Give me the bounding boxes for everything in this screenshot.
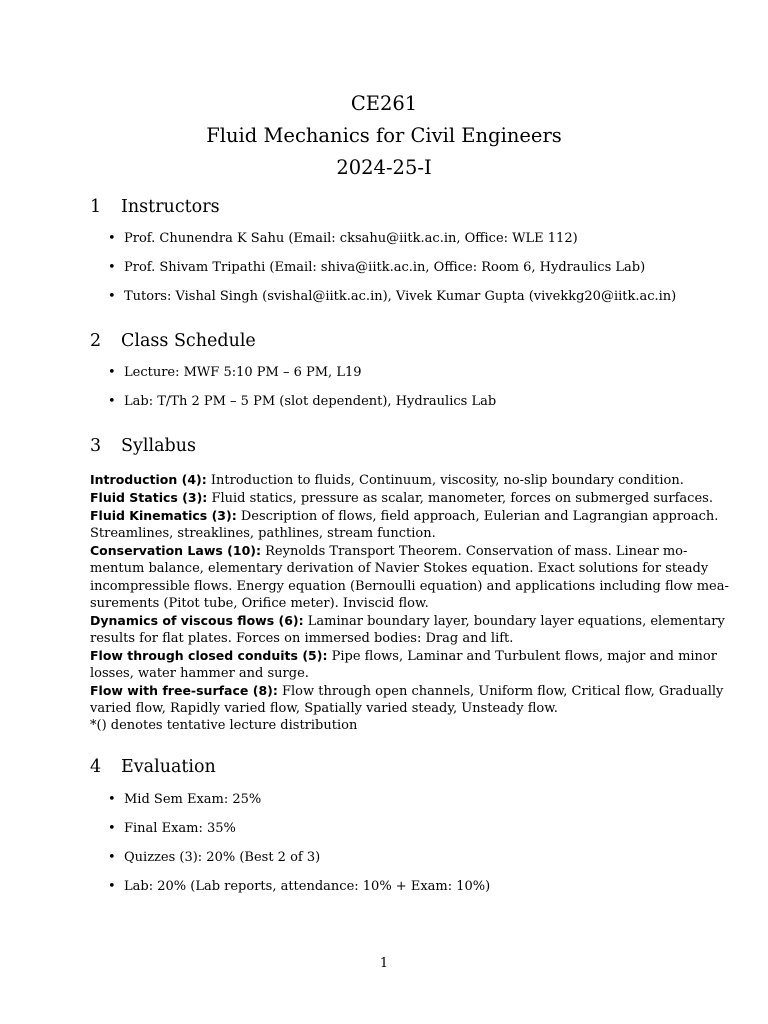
- topic-text: Flow through open channels, Uniform flow, Critical flow, Gradually: [282, 684, 724, 700]
- topic-name: Flow through closed conduits (5):: [90, 647, 328, 663]
- section-heading: [90, 755, 690, 779]
- section-heading: [90, 329, 690, 353]
- section-instructors: [90, 195, 690, 306]
- list-item: • Lecture: MWF 5:10 PM – 6 PM, L19: [90, 364, 690, 382]
- section-title: Instructors: [121, 197, 220, 217]
- list-item: • Final Exam: 35%: [90, 820, 690, 838]
- syllabus-topic: [90, 471, 684, 489]
- course-name: Fluid Mechanics for Civil Engineers: [206, 124, 562, 147]
- list-item: • Mid Sem Exam: 25%: [90, 791, 690, 809]
- section-class-schedule: [90, 329, 690, 411]
- topic-text: incompressible flows. Energy equation (Bernoulli equation) and applications including flow mea-: [90, 578, 729, 594]
- document-title: [0, 88, 768, 184]
- section-title: Syllabus: [121, 436, 196, 456]
- topic-text: surements (Pitot tube, Orifice meter). Inviscid flow.: [90, 595, 429, 611]
- topic-text: Streamlines, streaklines, pathlines, stream function.: [90, 526, 436, 542]
- semester: 2024-25-I: [336, 156, 432, 179]
- topic-text: varied flow, Rapidly varied flow, Spatially varied steady, Unsteady flow.: [90, 701, 558, 717]
- topic-name: Fluid Statics (3):: [90, 490, 208, 506]
- topic-text: mentum balance, elementary derivation of Navier Stokes equation. Exact solutions for steady: [90, 561, 709, 577]
- topic-name: Fluid Kinematics (3):: [90, 508, 237, 524]
- topic-name: Flow with free-surface (8):: [90, 683, 278, 699]
- syllabus-body: [90, 471, 729, 734]
- page-number: 1: [379, 956, 389, 971]
- list-item: • Prof. Chunendra K Sahu (Email: cksahu@iitk.ac.in, Office: WLE 112): [90, 230, 690, 248]
- topic-text: Introduction to fluids, Continuum, viscosity, no-slip boundary condition.: [210, 473, 684, 488]
- list-item: • Quizzes (3): 20% (Best 2 of 3): [90, 849, 690, 867]
- list-item: • Tutors: Vishal Singh (svishal@iitk.ac.in), Vivek Kumar Gupta (vivekkg20@iitk.ac.in): [90, 288, 690, 306]
- topic-text: losses, water hammer and surge.: [90, 666, 309, 682]
- syllabus-topic: [90, 489, 713, 507]
- topic-text: Description of flows, field approach, Eulerian and Lagrangian approach.: [240, 509, 719, 525]
- section-title: Class Schedule: [121, 331, 256, 351]
- section-syllabus: [90, 434, 729, 734]
- topic-text: Pipe flows, Laminar and Turbulent flows, major and minor: [331, 648, 717, 664]
- section-heading: [90, 434, 690, 458]
- section-heading: [90, 195, 690, 219]
- section-evaluation: [90, 755, 690, 896]
- topic-text: Fluid statics, pressure as scalar, manometer, forces on submerged surfaces.: [211, 491, 713, 507]
- topic-name: Dynamics of viscous flows (6):: [90, 612, 304, 628]
- section-title: Evaluation: [121, 757, 216, 777]
- syllabus-topic: [90, 612, 725, 647]
- list-item: • Lab: 20% (Lab reports, attendance: 10% + Exam: 10%): [90, 878, 690, 896]
- list-item: • Prof. Shivam Tripathi (Email: shiva@iitk.ac.in, Office: Room 6, Hydraulics Lab): [90, 259, 690, 277]
- syllabus-topic: [90, 647, 717, 682]
- syllabus-topic: [90, 507, 719, 542]
- schedule-list: [90, 364, 690, 411]
- course-code: CE261: [350, 92, 418, 115]
- list-item: • Lab: T/Th 2 PM – 5 PM (slot dependent), Hydraulics Lab: [90, 393, 690, 411]
- syllabus-topic: [90, 542, 729, 611]
- instructor-list: [90, 230, 690, 306]
- topic-name: Introduction (4):: [90, 472, 207, 487]
- topic-text: results for flat plates. Forces on immersed bodies: Drag and lift.: [90, 630, 514, 646]
- topic-text: Laminar boundary layer, boundary layer equations, elementary: [307, 613, 725, 629]
- section-number: 4: [90, 757, 102, 777]
- section-number: 2: [90, 331, 102, 351]
- section-number: 1: [90, 197, 102, 217]
- syllabus-note: *() denotes tentative lecture distribution: [90, 718, 358, 734]
- evaluation-list: [90, 791, 690, 896]
- section-number: 3: [90, 436, 102, 456]
- topic-text: Reynolds Transport Theorem. Conservation of mass. Linear mo-: [265, 544, 688, 560]
- topic-name: Conservation Laws (10):: [90, 543, 261, 559]
- syllabus-topic: [90, 682, 724, 717]
